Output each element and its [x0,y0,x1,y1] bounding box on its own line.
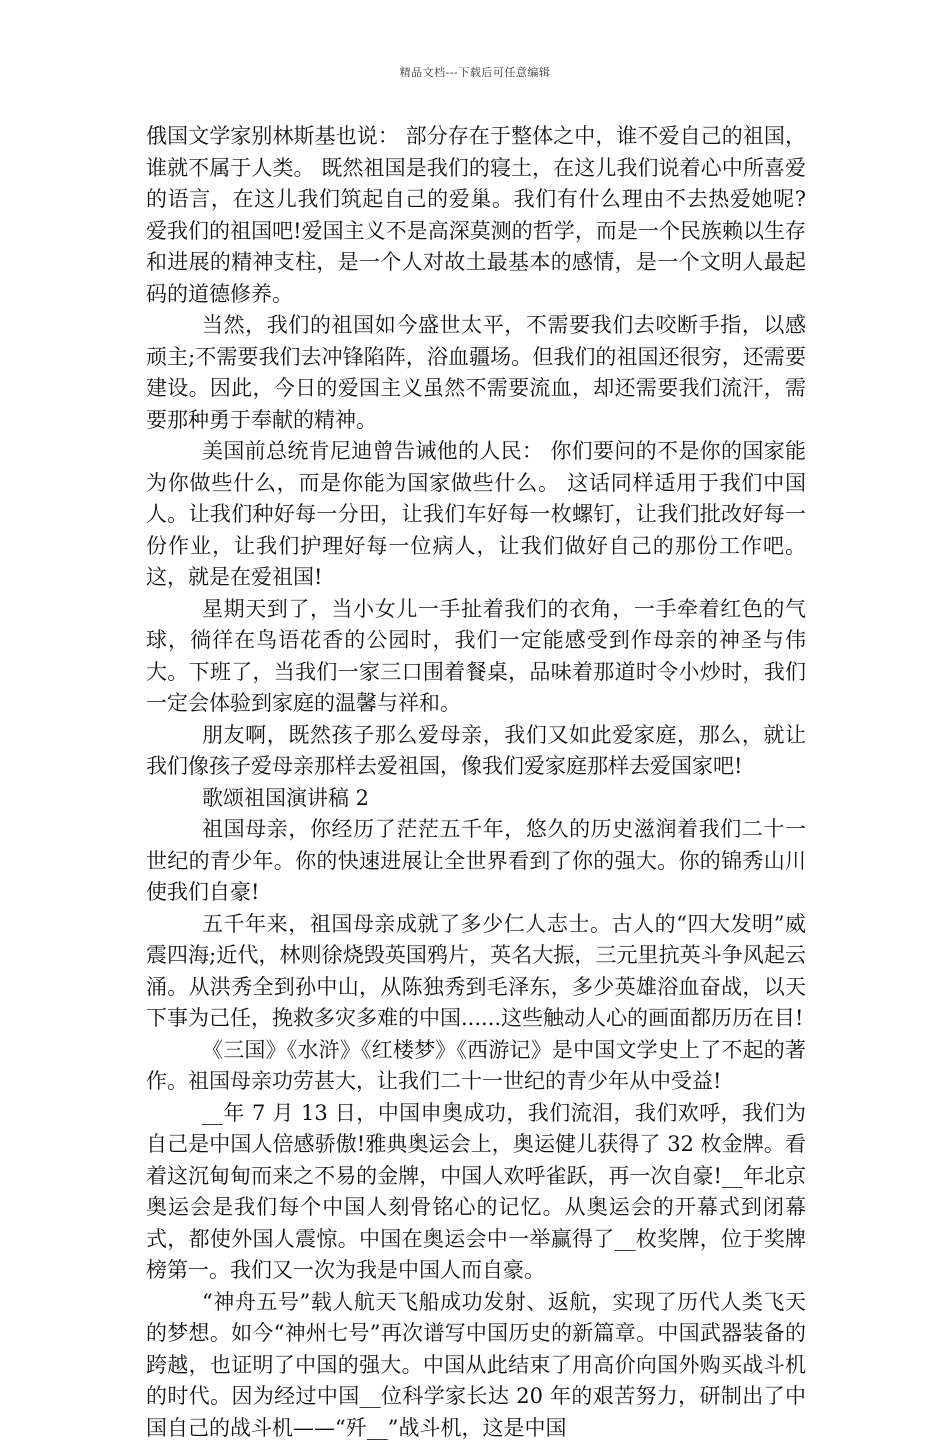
paragraph: 当然，我们的祖国如今盛世太平，不需要我们去咬断手指，以感顽主;不需要我们去冲锋陷阵，浴血疆场。但我们的祖国还很穷，还需要建设。因此，今日的爱国主义虽然不需要流血，却还需要我们流汗，需要那种勇于奉献的精神。 [146,310,806,436]
paragraph: “神舟五号”载人航天飞船成功发射、返航，实现了历代人类飞天的梦想。如今“神州七号”再次谱写中国历史的新篇章。中国武器装备的跨越，也证明了中国的强大。中国从此结束了用高价向国外购买战斗机的时代。因为经过中国__位科学家长达 20 年的艰苦努力，研制出了中国自己的战斗机——“歼__”战斗机，这是中国 [146,1287,806,1444]
paragraph: 五千年来，祖国母亲成就了多少仁人志士。古人的“四大发明”威震四海;近代，林则徐烧毁英国鸦片，英名大振，三元里抗英斗争风起云涌。从洪秀全到孙中山，从陈独秀到毛泽东，多少英雄浴血奋战，以天下事为己任，挽救多灾多难的中国......这些触动人心的画面都历历在目! [146,909,806,1035]
document-body [146,121,806,1444]
page-header: 精品文档---下载后可任意编辑 [0,64,950,80]
paragraph: 祖国母亲，你经历了茫茫五千年，悠久的历史滋润着我们二十一世纪的青少年。你的快速进展让全世界看到了你的强大。你的锦秀山川使我们自豪! [146,814,806,909]
paragraph: __年 7 月 13 日，中国申奥成功，我们流泪，我们欢呼，我们为自己是中国人倍感骄傲!雅典奥运会上，奥运健儿获得了 32 枚金牌。看着这沉甸甸而来之不易的金牌，中国人欢呼雀跃，再一次自豪!__年北京奥运会是我们每个中国人刻骨铭心的记忆。从奥运会的开幕式到闭幕式，都使外国人震惊。中国在奥运会中一举赢得了__枚奖牌，位于奖牌榜第一。我们又一次为我是中国人而自豪。 [146,1098,806,1287]
section-title: 歌颂祖国演讲稿 2 [146,783,806,815]
paragraph: 朋友啊，既然孩子那么爱母亲，我们又如此爱家庭，那么，就让我们像孩子爱母亲那样去爱祖国，像我们爱家庭那样去爱国家吧! [146,720,806,783]
paragraph: 《三国》《水浒》《红楼梦》《西游记》是中国文学史上了不起的著作。祖国母亲功劳甚大，让我们二十一世纪的青少年从中受益! [146,1035,806,1098]
paragraph: 星期天到了，当小女儿一手扯着我们的衣角，一手牵着红色的气球，徜徉在鸟语花香的公园时，我们一定能感受到作母亲的神圣与伟大。下班了，当我们一家三口围着餐桌，品味着那道时令小炒时，我们一定会体验到家庭的温馨与祥和。 [146,594,806,720]
paragraph: 俄国文学家别林斯基也说： 部分存在于整体之中，谁不爱自己的祖国，谁就不属于人类。 既然祖国是我们的寝土，在这儿我们说着心中所喜爱的语言，在这儿我们筑起自己的爱巢。我们有什么理由不去热爱她呢?爱我们的祖国吧!爱国主义不是高深莫测的哲学，而是一个民族赖以生存和进展的精神支柱，是一个人对故土最基本的感情，是一个文明人最起码的道德修养。 [146,121,806,310]
paragraph: 美国前总统肯尼迪曾告诫他的人民： 你们要问的不是你的国家能为你做些什么，而是你能为国家做些什么。 这话同样适用于我们中国人。让我们种好每一分田，让我们车好每一枚螺钉，让我们批改好每一份作业，让我们护理好每一位病人，让我们做好自己的那份工作吧。这，就是在爱祖国! [146,436,806,594]
